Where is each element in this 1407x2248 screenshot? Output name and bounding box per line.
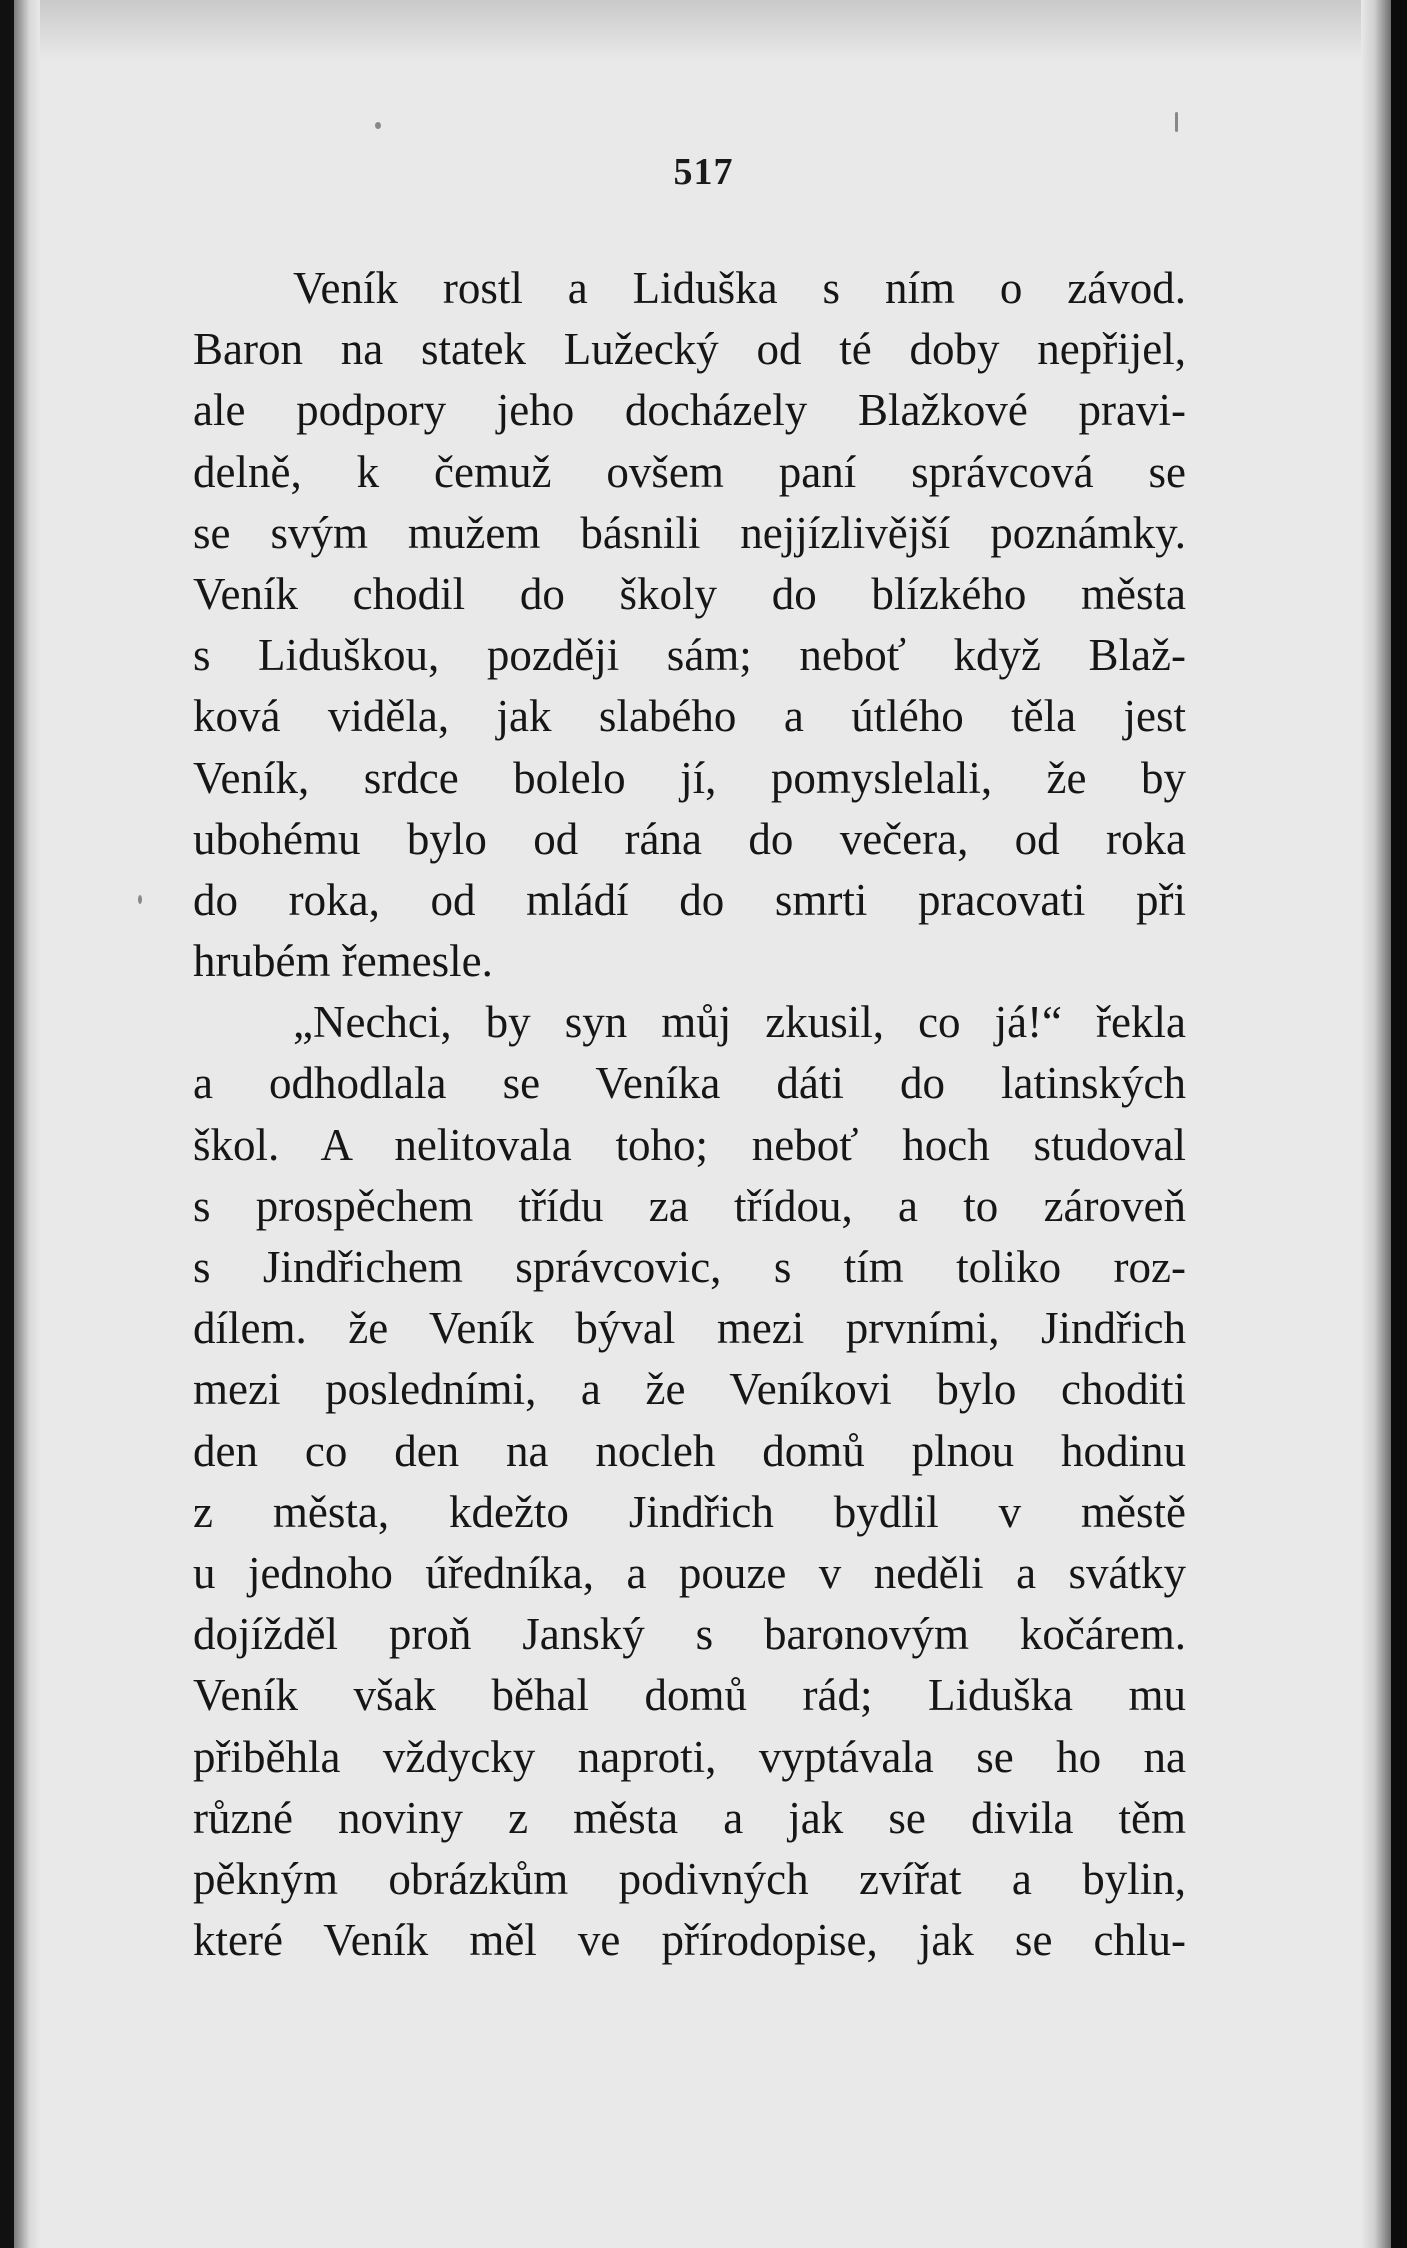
text-line: Veník rostl a Liduška s ním o závod.	[293, 263, 1186, 313]
text-line: Veník chodil do školy do blízkého města	[193, 568, 1186, 619]
text-line: a odhodlala se Veníka dáti do latinských	[193, 1058, 1186, 1109]
text-line: u jednoho úředníka, a pouze v neděli a svátky	[193, 1547, 1186, 1598]
text-line: pěkným obrázkům podivných zvířat a bylin,	[193, 1853, 1186, 1904]
body-text	[193, 258, 1186, 1971]
scan-speck	[375, 122, 381, 129]
text-line: mezi posledními, a že Veníkovi bylo choditi	[193, 1364, 1186, 1415]
text-line: s prospěchem třídu za třídou, a to zároveň	[193, 1180, 1186, 1231]
text-line: ale podpory jeho docházely Blažkové pravi-	[193, 385, 1186, 436]
right-scan-border	[1391, 0, 1407, 2248]
text-line: ubohému bylo od rána do večera, od roka	[193, 813, 1186, 864]
text-line: den co den na nocleh domů plnou hodinu	[193, 1425, 1186, 1476]
page-number: 517	[673, 151, 734, 193]
text-line: škol. A nelitovala toho; neboť hoch studoval	[193, 1119, 1186, 1170]
text-line: hrubém řemesle.	[193, 936, 493, 987]
text-line: ková viděla, jak slabého a útlého těla jest	[193, 691, 1186, 742]
text-line: s Liduškou, později sám; neboť když Blaž-	[193, 630, 1186, 681]
text-line: Baron na statek Lužecký od té doby nepřijel,	[193, 324, 1186, 375]
text-line: Veník však běhal domů rád; Liduška mu	[193, 1670, 1186, 1721]
scan-speck	[138, 895, 142, 904]
text-line: dílem. že Veník býval mezi prvními, Jindřich	[193, 1303, 1186, 1354]
text-line: Veník, srdce bolelo jí, pomyslelali, že by	[193, 752, 1186, 803]
top-shadow	[0, 0, 1407, 60]
text-line: „Nechci, by syn můj zkusil, co já!“ řekla	[293, 997, 1186, 1048]
text-line: různé noviny z města a jak se divila těm	[193, 1792, 1186, 1843]
text-line: přiběhla vždycky naproti, vyptávala se ho na	[193, 1731, 1186, 1782]
left-gutter-shadow	[14, 0, 40, 2248]
scan-speck	[1175, 112, 1178, 132]
text-line: s Jindřichem správcovic, s tím toliko roz-	[193, 1242, 1186, 1292]
text-line: delně, k čemuž ovšem paní správcová se	[193, 446, 1186, 497]
text-line: které Veník měl ve přírodopise, jak se chlu-	[193, 1915, 1186, 1966]
text-line: se svým mužem básnili nejjízlivější poznámky.	[193, 507, 1186, 558]
text-line: do roka, od mládí do smrti pracovati při	[193, 874, 1186, 925]
left-scan-border	[0, 0, 14, 2248]
text-line: dojížděl proň Janský s baronovým kočárem.	[193, 1609, 1186, 1660]
text-line: z města, kdežto Jindřich bydlil v městě	[193, 1486, 1186, 1537]
right-gutter-shadow	[1361, 0, 1391, 2248]
